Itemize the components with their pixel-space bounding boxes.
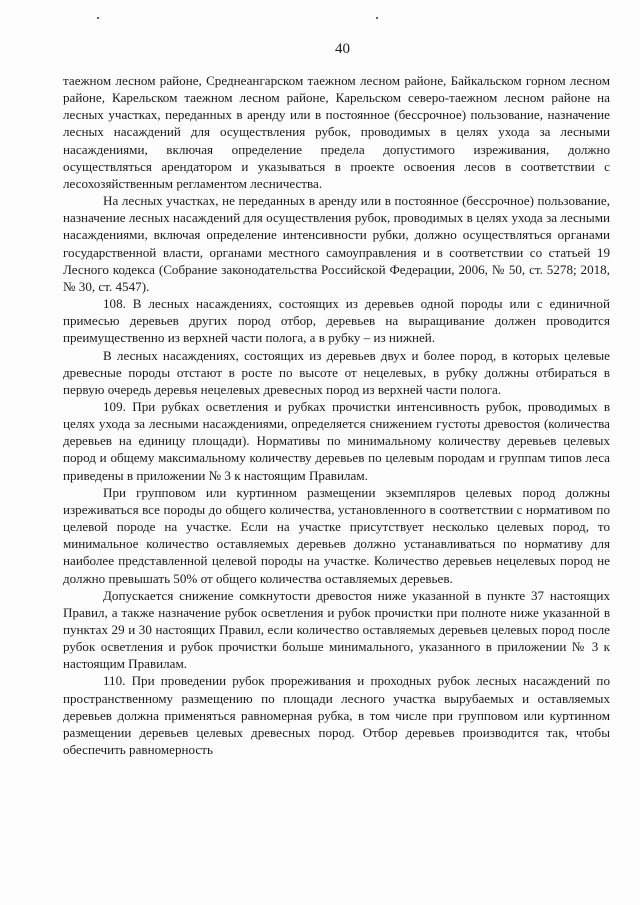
scan-speck [376, 17, 378, 19]
document-body [63, 72, 610, 758]
paragraph-mixed-stands: В лесных насаждениях, состоящих из деревьев двух и более пород, в которых целевые древесные породы отстают в росте по высоте от нецелевых, в рубку должны отбираться в первую очередь деревья нецелевых древесных пород из верхней части полога. [63, 347, 610, 397]
paragraph-group-placement: При групповом или куртинном размещении экземпляров целевых пород должны изреживаться все породы до общего количества, установленного в соответствии с нормативом по целевой породе на участке. Если на участке присутствует несколько целевых пород, то минимальное количество оставляемых деревьев должно устанавливаться по нормативу для наиболее представленной целевой породы на участке. Количество деревьев нецелевых пород не должно превышать 50% от общего количества оставляемых деревьев. [63, 484, 610, 586]
paragraph-item-110: 110. При проведении рубок прореживания и проходных рубок лесных насаждений по пространственному размещению по площади лесного участка вырубаемых и оставляемых деревьев должна применяться равномерная рубка, в том числе при групповом или куртинном размещении деревьев целевых древесных пород. Отбор деревьев производится так, чтобы обеспечить равномерность [63, 673, 610, 758]
page-number: 40 [335, 41, 350, 57]
paragraph-unleased-plots: На лесных участках, не переданных в аренду или в постоянное (бессрочное) пользование, назначение лесных насаждений для осуществления рубок, проводимых в целях ухода за лесными насаждениями, включая определение интенсивности рубки, должно осуществляться органами государственной власти, органами местного самоуправления и в соответствии со статьей 19 Лесного кодекса (Собрание законодательства Российской Федерации, 2006, № 50, ст. 5278; 2018, № 30, ст. 4547). [63, 193, 610, 294]
paragraph-item-109: 109. При рубках осветления и рубках прочистки интенсивность рубок, проводимых в целях ухода за лесными насаждениями, определяется снижением густоты древостоя (количества деревьев на единицу площади). Нормативы по минимальному количеству деревьев целевых пород и общему максимальному количеству деревьев по целевым породам и группам типов леса приведены в приложении № 3 к настоящим Правилам. [63, 398, 610, 483]
paragraph-continuation: таежном лесном районе, Среднеангарском таежном лесном районе, Байкальском горном лесном районе, Карельском таежном лесном районе, Карельском северо-таежном лесном районе на лесных участках, переданных в аренду или в постоянное (бессрочное) пользование, назначение лесных насаждений для осуществления рубок, проводимых в целях ухода за лесными насаждениями, включая определение предела допустимого изреживания, должно осуществляться арендатором и указываться в проекте освоения лесов в соответствии с лесохозяйственным регламентом лесничества. [63, 73, 610, 191]
paragraph-item-108: 108. В лесных насаждениях, состоящих из деревьев одной породы или с единичной примесью деревьев других пород отбор, деревьев на выращивание должен проводится преимущественно из верхней части полога, а в рубку – из нижней. [63, 296, 610, 346]
scan-speck [97, 17, 99, 19]
paragraph-density-reduction: Допускается снижение сомкнутости древостоя ниже указанной в пункте 37 настоящих Правил, а также назначение рубок осветления и рубок прочистки при полноте ниже указанной в пунктах 29 и 30 настоящих Правил, если количество оставляемых деревьев целевых пород после рубок осветления и рубок прочистки больше минимального, указанного в приложении № 3 к настоящим Правилам. [63, 587, 610, 672]
